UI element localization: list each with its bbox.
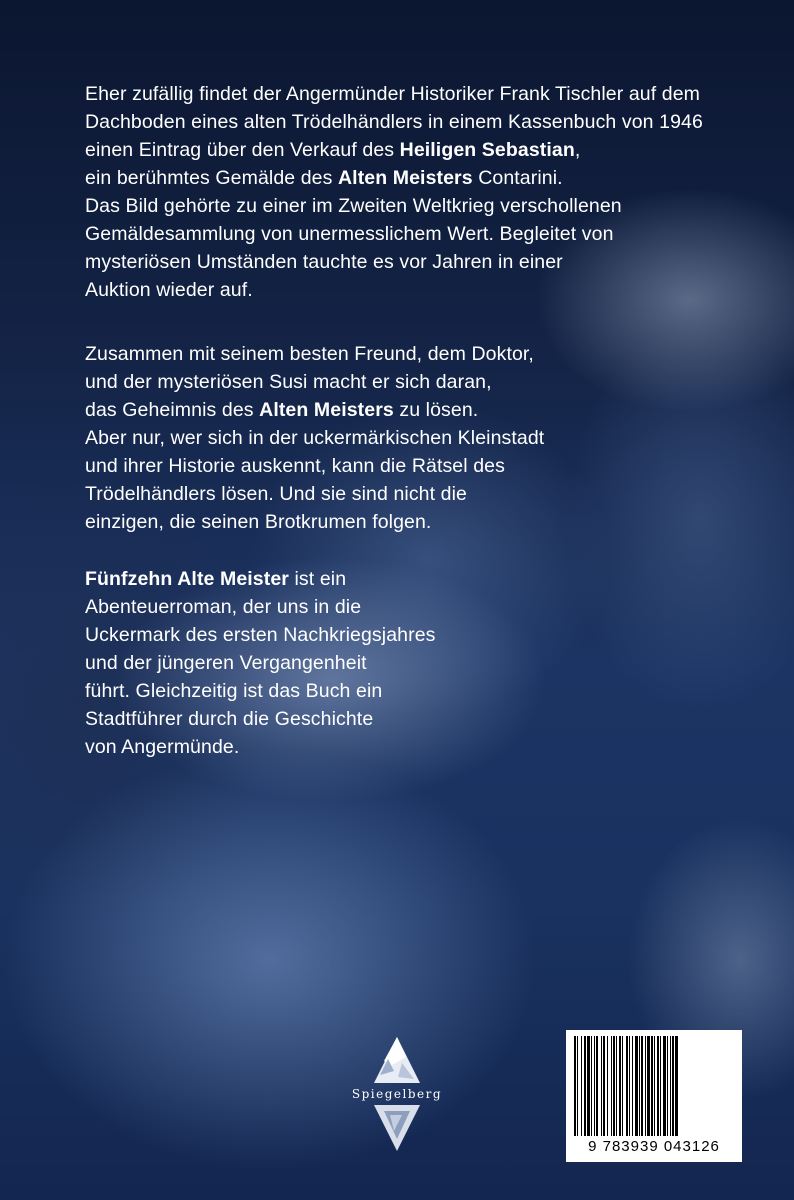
text-line: Abenteuerroman, der uns in die — [85, 596, 362, 618]
text-segment: zu lösen. — [393, 399, 479, 421]
text-line: Aber nur, wer sich in der uckermärkischen Kleinstadt — [85, 427, 545, 449]
book-title: Fünfzehn Alte Meister — [85, 568, 289, 590]
blurb-paragraph-1 — [85, 80, 745, 304]
emphasis-title: Heiligen Sebastian — [399, 139, 575, 161]
text-line: mysteriösen Umständen tauchte es vor Jahren in einer — [85, 251, 563, 273]
barcode-bars — [574, 1036, 734, 1136]
text-line: Eher zufällig findet der Angermünder Historiker Frank Tischler auf dem — [85, 83, 701, 105]
text-line: Zusammen mit seinem besten Freund, dem Doktor, — [85, 343, 534, 365]
text-line: einzigen, die seinen Brotkrumen folgen. — [85, 511, 432, 533]
emphasis-title: Alten Meisters — [338, 167, 473, 189]
text-line: von Angermünde. — [85, 736, 240, 758]
text-line: führt. Gleichzeitig ist das Buch ein — [85, 680, 383, 702]
text-segment: ist ein — [288, 568, 347, 590]
publisher-logo — [332, 1035, 462, 1155]
text-line — [85, 396, 745, 424]
text-line: Auktion wieder auf. — [85, 279, 253, 301]
text-line — [85, 565, 745, 593]
text-segment: das Geheimnis des — [85, 399, 260, 421]
isbn-barcode — [566, 1030, 742, 1162]
blurb-paragraph-3 — [85, 565, 745, 761]
text-line: Stadtführer durch die Geschichte — [85, 708, 374, 730]
text-line — [85, 136, 745, 164]
text-segment: ein berühmtes Gemälde des — [85, 167, 338, 189]
text-line: Gemäldesammlung von unermesslichem Wert. Begleitet von — [85, 223, 614, 245]
blurb-paragraph-2 — [85, 340, 745, 536]
text-segment: Contarini. — [472, 167, 563, 189]
text-line: und ihrer Historie auskennt, kann die Rätsel des — [85, 455, 505, 477]
text-line: Dachboden eines alten Trödelhändlers in einem Kassenbuch von 1946 — [85, 111, 703, 133]
text-line: Trödelhändlers lösen. Und sie sind nicht die — [85, 483, 467, 505]
emphasis-title: Alten Meisters — [259, 399, 394, 421]
text-line: Uckermark des ersten Nachkriegsjahres — [85, 624, 436, 646]
isbn-number: 9 783939 043126 — [588, 1138, 720, 1155]
publisher-name: Spiegelberg — [351, 1087, 443, 1101]
text-line — [85, 164, 745, 192]
text-line: Das Bild gehörte zu einer im Zweiten Weltkrieg verschollenen — [85, 195, 622, 217]
text-segment: , — [574, 139, 581, 161]
text-line: und der jüngeren Vergangenheit — [85, 652, 367, 674]
text-segment: einen Eintrag über den Verkauf des — [85, 139, 400, 161]
text-line: und der mysteriösen Susi macht er sich daran, — [85, 371, 492, 393]
